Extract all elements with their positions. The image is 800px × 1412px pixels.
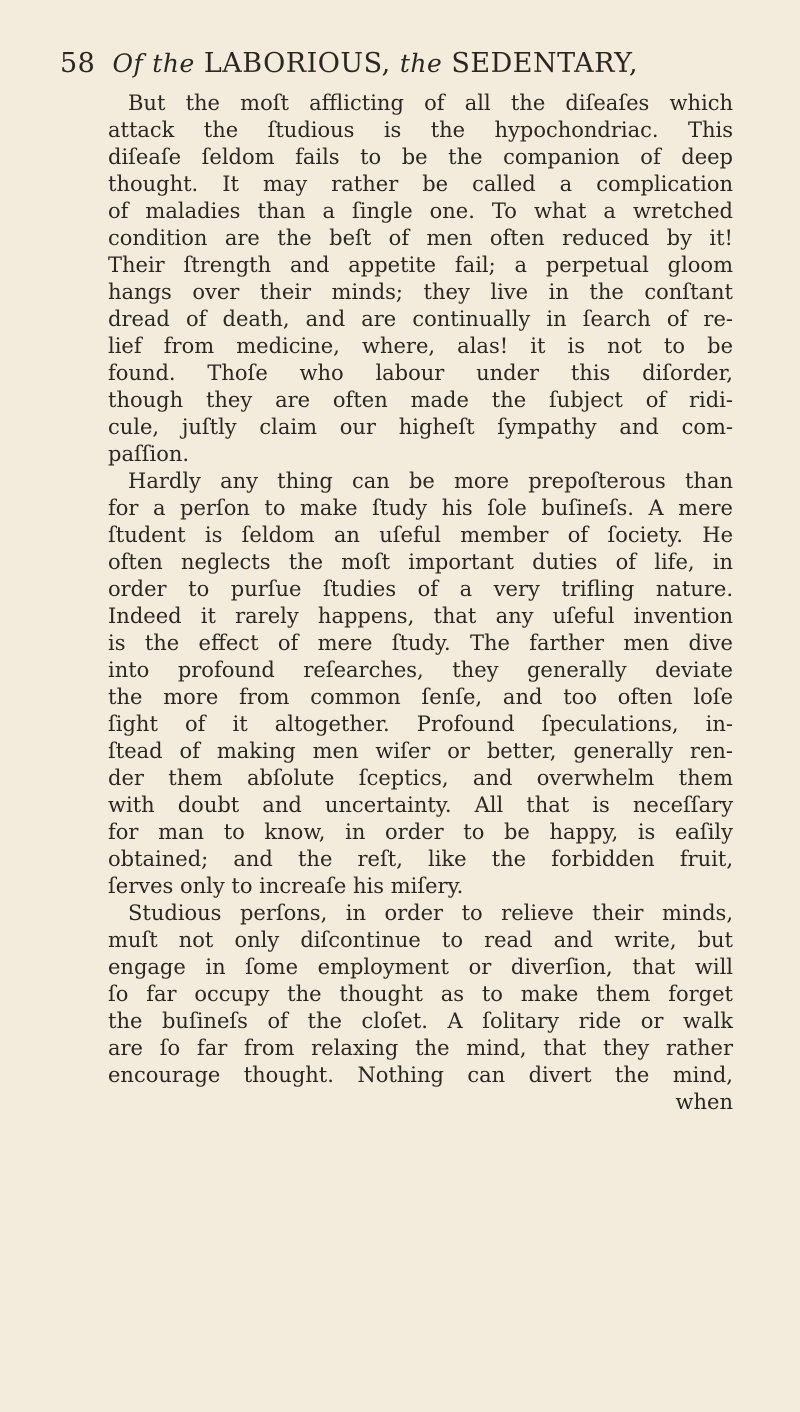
text-line: though they are often made the ſubject of ridi- <box>108 388 733 412</box>
running-head-laborious: LABORIOUS, <box>203 48 391 79</box>
text-line: attack the ſtudious is the hypochondriac. This <box>108 118 733 142</box>
text-line: are ſo far from relaxing the mind, that they rather <box>108 1036 733 1060</box>
text-line: with doubt and uncertainty. All that is neceſſary <box>108 793 733 817</box>
running-head-of: Of <box>112 49 144 78</box>
text-line: into profound reſearches, they generally deviate <box>108 658 733 682</box>
running-head-sedentary: SEDENTARY, <box>451 48 639 79</box>
text-line: muſt not only diſcontinue to read and write, but <box>108 928 733 952</box>
running-head <box>60 42 760 86</box>
text-line: But the moſt afflicting of all the diſeaſes which <box>128 91 733 115</box>
running-head-the-2: the <box>399 49 443 78</box>
text-line: for a perſon to make ſtudy his ſole buſineſs. A mere <box>108 496 733 520</box>
text-line: Hardly any thing can be more prepoſterous than <box>128 469 733 493</box>
text-line: ſtead of making men wiſer or better, generally ren- <box>108 739 733 763</box>
text-line: the more from common ſenſe, and too often loſe <box>108 685 733 709</box>
catchword: when <box>675 1090 733 1114</box>
text-line: Studious perſons, in order to relieve their minds, <box>128 901 733 925</box>
text-line: of maladies than a ſingle one. To what a wretched <box>108 199 733 223</box>
text-line: diſeaſe ſeldom fails to be the companion of deep <box>108 145 733 169</box>
text-line: cule, juſtly claim our higheſt ſympathy and com- <box>108 415 733 439</box>
text-line: is the effect of mere ſtudy. The farther men dive <box>108 631 733 655</box>
text-line: engage in ſome employment or diverſion, that will <box>108 955 733 979</box>
text-line: the buſineſs of the cloſet. A ſolitary ride or walk <box>108 1009 733 1033</box>
text-line: Their ſtrength and appetite fail; a perpetual gloom <box>108 253 733 277</box>
text-line: ſerves only to increaſe his miſery. <box>108 874 464 898</box>
text-line: encourage thought. Nothing can divert the mind, <box>108 1063 733 1087</box>
text-line: obtained; and the reſt, like the forbidden fruit, <box>108 847 733 871</box>
text-line: found. Thoſe who labour under this diſorder, <box>108 361 733 385</box>
text-line: condition are the beſt of men often reduced by it! <box>108 226 733 250</box>
body-text <box>108 90 733 1116</box>
text-line: for man to know, in order to be happy, is eaſily <box>108 820 733 844</box>
text-line: der them abſolute ſceptics, and overwhelm them <box>108 766 733 790</box>
text-line: lief from medicine, where, alas! it is not to be <box>108 334 733 358</box>
text-line: dread of death, and are continually in ſearch of re- <box>108 307 733 331</box>
text-line: thought. It may rather be called a complication <box>108 172 733 196</box>
text-line: Indeed it rarely happens, that any uſeful invention <box>108 604 733 628</box>
text-line: ſight of it altogether. Profound ſpeculations, in- <box>108 712 733 736</box>
text-line: order to purſue ſtudies of a very trifling nature. <box>108 577 733 601</box>
text-line: paſſion. <box>108 442 190 466</box>
text-line: hangs over their minds; they live in the conſtant <box>108 280 733 304</box>
running-head-the-1: the <box>152 49 195 78</box>
text-line: ſtudent is ſeldom an uſeful member of ſociety. He <box>108 523 733 547</box>
text-line: often neglects the moſt important duties of life, in <box>108 550 733 574</box>
text-line: ſo far occupy the thought as to make them forget <box>108 982 733 1006</box>
page-number: 58 <box>60 48 96 79</box>
